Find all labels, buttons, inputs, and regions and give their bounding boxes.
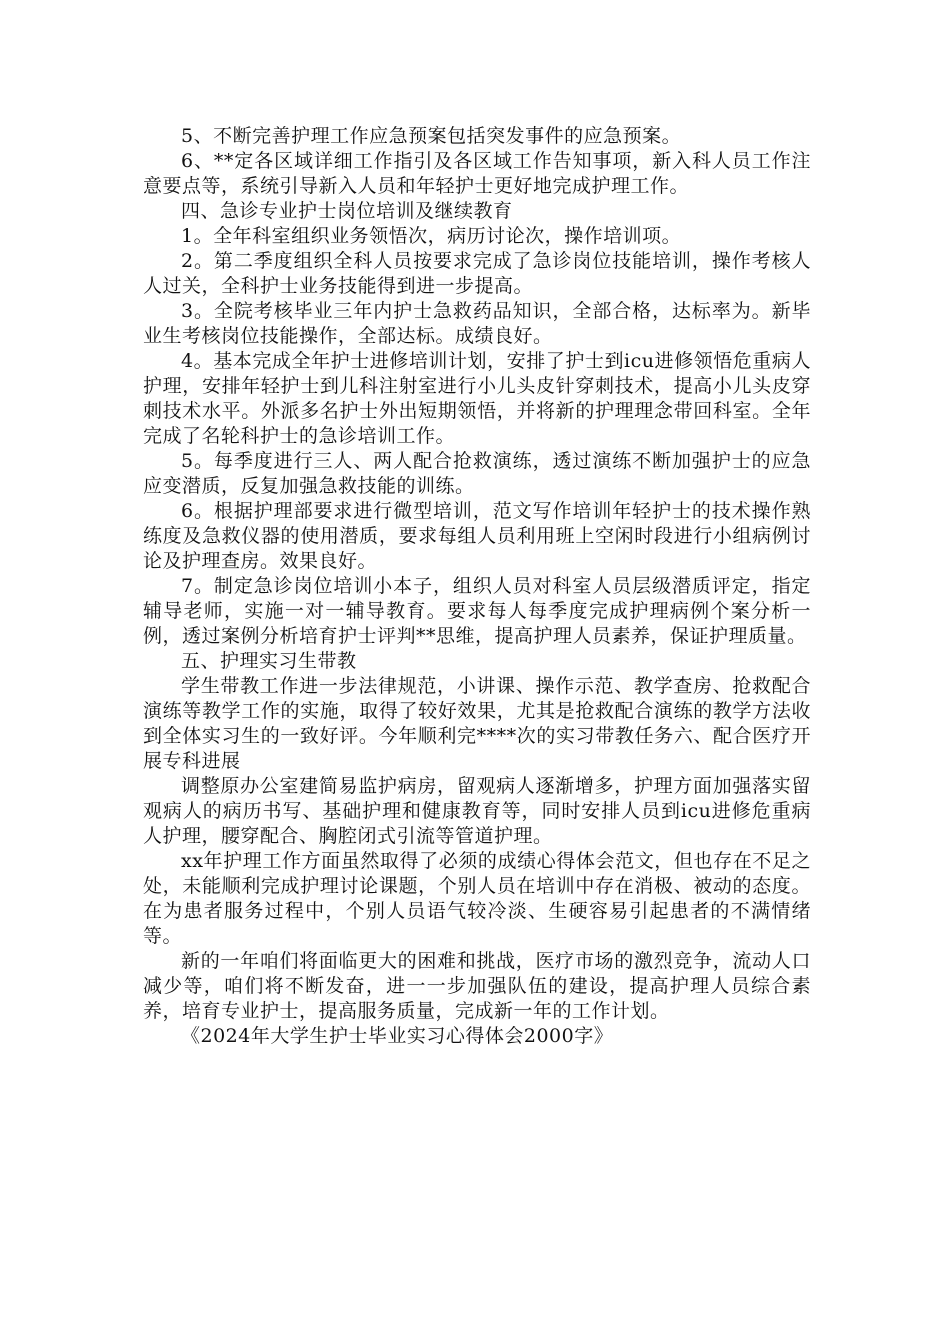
paragraph-training-2: 2。第二季度组织全科人员按要求完成了急诊岗位技能培训，操作考核人人过关，全科护士业务技能得到进一步提高。	[143, 250, 811, 297]
paragraph-shortcomings: xx年护理工作方面虽然取得了必须的成绩心得体会范文，但也存在不足之处，未能顺利完成护理讨论课题，个别人员在培训中存在消极、被动的态度。在为患者服务过程中，个别人员语气较冷淡、生硬容易引起患者的不满情绪等。	[143, 850, 811, 947]
paragraph-item-6: 6、**定各区域详细工作指引及各区域工作告知事项，新入科人员工作注意要点等，系统引导新入人员和年轻护士更好地完成护理工作。	[143, 150, 811, 197]
paragraph-item-5: 5、不断完善护理工作应急预案包括突发事件的应急预案。	[181, 125, 682, 147]
section-heading-4: 四、急诊专业护士岗位培训及继续教育	[181, 200, 513, 222]
paragraph-training-7: 7。制定急诊岗位培训小本子，组织人员对科室人员层级潜质评定，指定辅导老师，实施一对一辅导教育。要求每人每季度完成护理病例个案分析一例，透过案例分析培育护士评判**思维，提高护理人员素养，保证护理质量。	[143, 575, 811, 647]
paragraph-training-4: 4。基本完成全年护士进修培训计划，安排了护士到icu进修领悟危重病人护理，安排年轻护士到儿科注射室进行小儿头皮针穿刺技术，提高小儿头皮穿刺技术水平。外派多名护士外出短期领悟，并将新的护理理念带回科室。全年完成了名轮科护士的急诊培训工作。	[143, 350, 811, 447]
paragraph-training-1: 1。全年科室组织业务领悟次，病历讨论次，操作培训项。	[181, 225, 682, 247]
paragraph-training-3: 3。全院考核毕业三年内护士急救药品知识，全部合格，达标率为。新毕业生考核岗位技能操作，全部达标。成绩良好。	[143, 300, 811, 347]
document-body	[143, 124, 811, 1049]
paragraph-training-5: 5。每季度进行三人、两人配合抢救演练，透过演练不断加强护士的应急应变潜质，反复加强急救技能的训练。	[143, 450, 811, 497]
document-footer-title: 《2024年大学生护士毕业实习心得体会2000字》	[181, 1025, 614, 1047]
paragraph-teaching: 学生带教工作进一步法律规范，小讲课、操作示范、教学查房、抢救配合演练等教学工作的实施，取得了较好效果，尤其是抢救配合演练的教学方法收到全体实习生的一致好评。今年顺利完****次的实习带教任务六、配合医疗开展专科进展	[143, 675, 811, 772]
paragraph-training-6: 6。根据护理部要求进行微型培训，范文写作培训年轻护士的技术操作熟练度及急救仪器的使用潜质，要求每组人员利用班上空闲时段进行小组病例讨论及护理查房。效果良好。	[143, 500, 811, 572]
section-heading-5: 五、护理实习生带教	[181, 650, 357, 672]
paragraph-new-year: 新的一年咱们将面临更大的困难和挑战，医疗市场的激烈竞争，流动人口减少等，咱们将不断发奋，进一一步加强队伍的建设，提高护理人员综合素养，培育专业护士，提高服务质量，完成新一年的工作计划。	[143, 950, 811, 1022]
paragraph-specialty: 调整原办公室建简易监护病房，留观病人逐渐增多，护理方面加强落实留观病人的病历书写、基础护理和健康教育等，同时安排人员到icu进修危重病人护理，腰穿配合、胸腔闭式引流等管道护理。	[143, 775, 811, 847]
